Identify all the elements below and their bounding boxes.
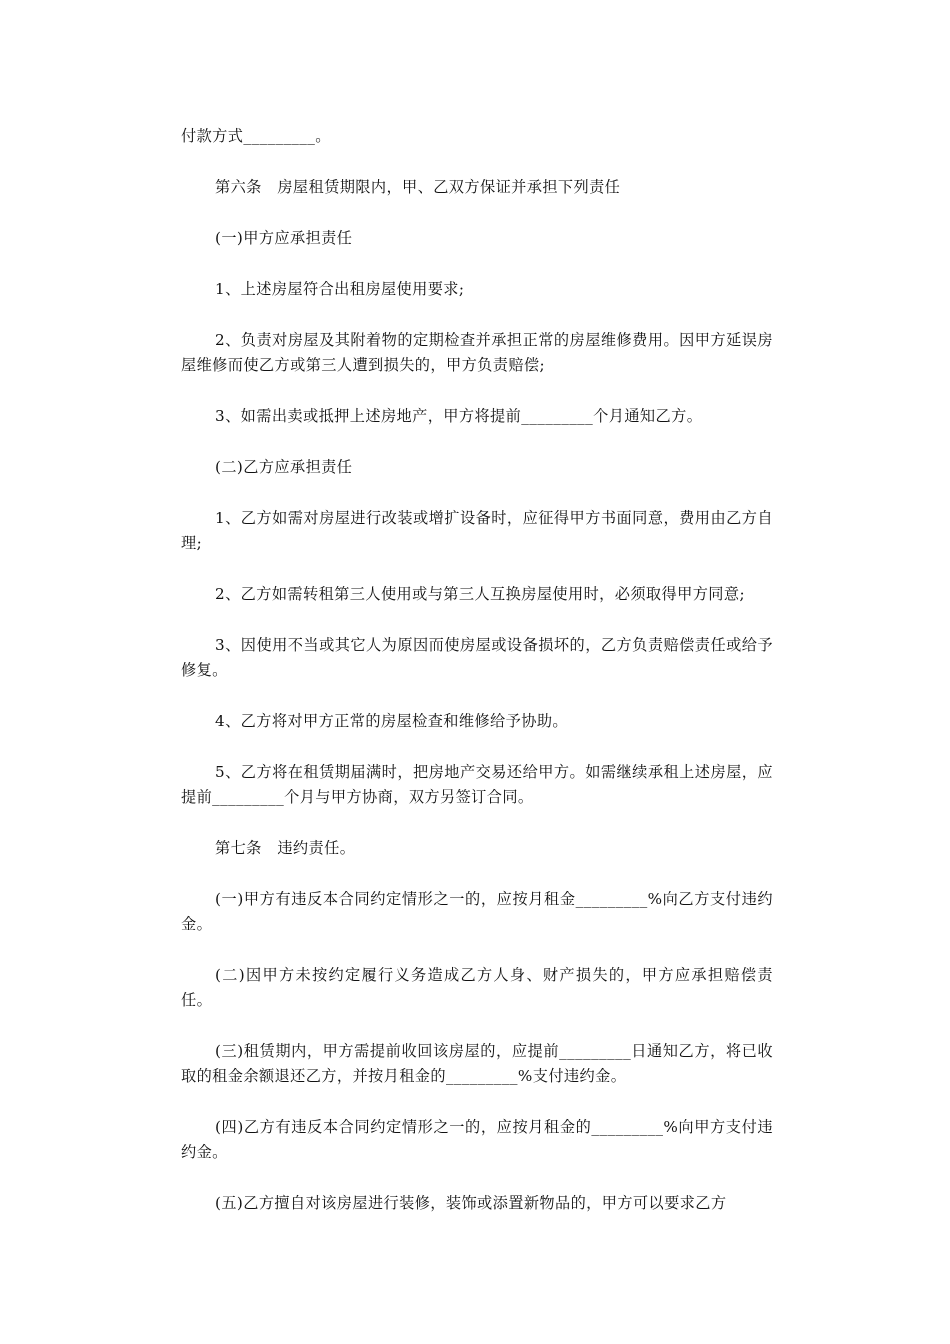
paragraph-party-a-duties-heading: (一)甲方应承担责任 [215,229,353,247]
paragraph-breach-5: (五)乙方擅自对该房屋进行装修，装饰或添置新物品的，甲方可以要求乙方 [215,1194,727,1212]
paragraph-breach-3: (三)租赁期内，甲方需提前收回该房屋的，应提前_________日通知乙方，将已收取的租金余额退还乙方，并按月租金的_________%支付违约金。 [181,1042,773,1085]
paragraph-party-a-duty-1: 1、上述房屋符合出租房屋使用要求; [215,280,465,298]
paragraph-party-b-duty-2: 2、乙方如需转租第三人使用或与第三人互换房屋使用时，必须取得甲方同意; [215,585,745,603]
paragraph-party-b-duty-3: 3、因使用不当或其它人为原因而使房屋或设备损坏的，乙方负责赔偿责任或给予修复。 [181,636,773,679]
paragraph-party-a-duty-3: 3、如需出卖或抵押上述房地产，甲方将提前_________个月通知乙方。 [215,407,703,425]
paragraph-party-b-duty-1: 1、乙方如需对房屋进行改装或增扩设备时，应征得甲方书面同意，费用由乙方自理; [181,509,773,552]
paragraph-party-b-duties-heading: (二)乙方应承担责任 [215,458,353,476]
paragraph-party-b-duty-5: 5、乙方将在租赁期届满时，把房地产交易还给甲方。如需继续承租上述房屋，应提前_________个月与甲方协商，双方另签订合同。 [181,763,773,806]
paragraph-payment-method: 付款方式_________。 [181,127,331,145]
paragraph-party-b-duty-4: 4、乙方将对甲方正常的房屋检查和维修给予协助。 [215,712,568,730]
paragraph-article-7-heading: 第七条 违约责任。 [215,839,356,857]
paragraph-breach-4: (四)乙方有违反本合同约定情形之一的，应按月租金的_________%向甲方支付违约金。 [181,1118,773,1161]
paragraph-breach-2: (二)因甲方未按约定履行义务造成乙方人身、财产损失的，甲方应承担赔偿责任。 [181,966,773,1009]
paragraph-article-6-heading: 第六条 房屋租赁期限内，甲、乙双方保证并承担下列责任 [215,178,621,196]
paragraph-party-a-duty-2: 2、负责对房屋及其附着物的定期检查并承担正常的房屋维修费用。因甲方延误房屋维修而使乙方或第三人遭到损失的，甲方负责赔偿; [181,331,773,374]
paragraph-breach-1: (一)甲方有违反本合同约定情形之一的，应按月租金_________%向乙方支付违约金。 [181,890,773,933]
document-body [181,124,773,1242]
